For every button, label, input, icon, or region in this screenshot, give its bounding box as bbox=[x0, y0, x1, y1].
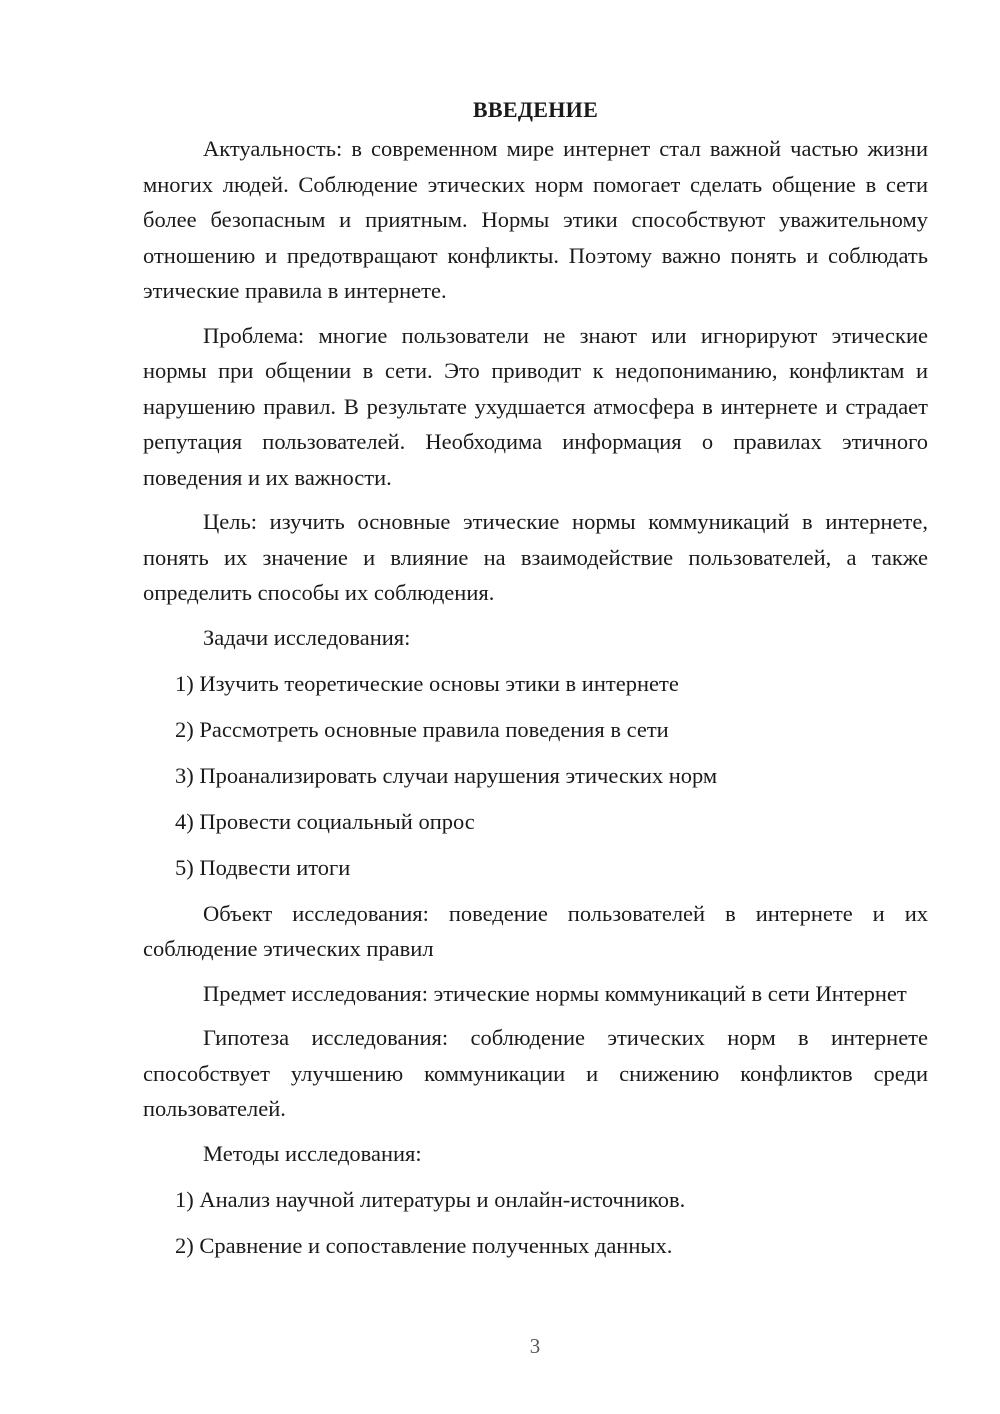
hypothesis-paragraph: Гипотеза исследования: соблюдение этических норм в интернете способствует улучшению коммуникации и снижению конфликтов среди пользователей. bbox=[143, 1025, 928, 1121]
problem-paragraph: Проблема: многие пользователи не знают или игнорируют этические нормы при общении в сети. Это приводит к недопониманию, конфликтам и нарушению правил. В результате ухудшается атмосфера в интернете и страдает репутация пользователей. Необходима информация о правилах этичного поведения и их важности. bbox=[143, 322, 928, 490]
method-item-1: 1) Анализ научной литературы и онлайн-источников. bbox=[175, 1186, 686, 1212]
task-item-4: 4) Провести социальный опрос bbox=[175, 808, 475, 834]
page-number: 3 bbox=[529, 1334, 541, 1358]
tasks-title: Задачи исследования: bbox=[203, 624, 411, 650]
page-content bbox=[143, 92, 928, 1264]
relevance-paragraph: Актуальность: в современном мире интернет стал важной частью жизни многих людей. Соблюдение этических норм помогает сделать общение в сети более безопасным и приятным. Нормы этики способствуют уважительному отношению и предотвращают конфликты. Поэтому важно понять и соблюдать этические правила в интернете. bbox=[143, 136, 928, 303]
object-paragraph: Объект исследования: поведение пользователей в интернете и их соблюдение этических правил bbox=[143, 900, 928, 961]
methods-title: Методы исследования: bbox=[203, 1140, 422, 1166]
subject-paragraph: Предмет исследования: этические нормы коммуникаций в сети Интернет bbox=[203, 980, 907, 1006]
task-item-5: 5) Подвести итоги bbox=[175, 854, 351, 880]
goal-paragraph: Цель: изучить основные этические нормы коммуникаций в интернете, понять их значение и влияние на взаимодействие пользователей, а также определить способы их соблюдения. bbox=[143, 509, 928, 605]
method-item-2: 2) Сравнение и сопоставление полученных данных. bbox=[175, 1232, 673, 1258]
task-item-2: 2) Рассмотреть основные правила поведения в сети bbox=[175, 716, 669, 742]
task-item-3: 3) Проанализировать случаи нарушения этических норм bbox=[175, 762, 718, 788]
page-heading: ВВЕДЕНИЕ bbox=[472, 97, 599, 122]
task-item-1: 1) Изучить теоретические основы этики в интернете bbox=[175, 670, 679, 696]
